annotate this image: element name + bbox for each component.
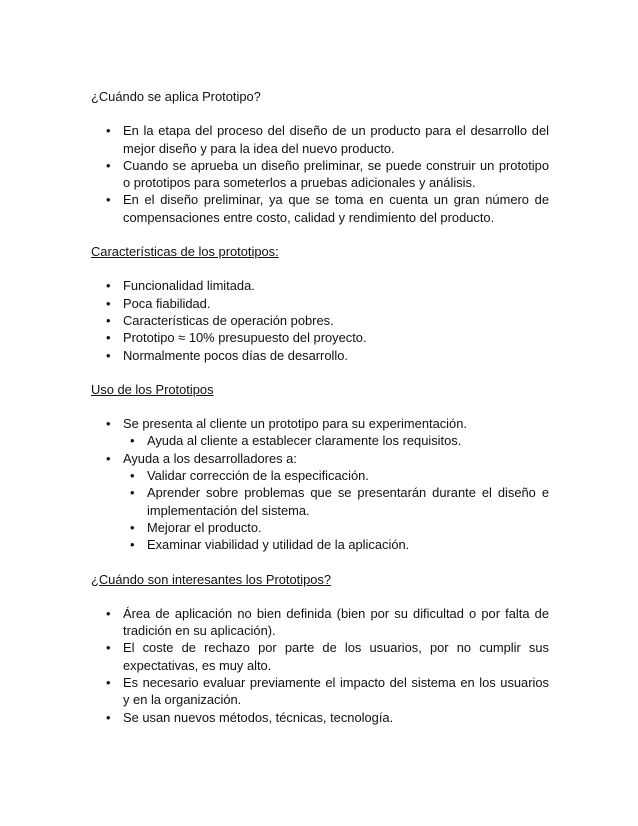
section-heading-caracteristicas: Características de los prototipos:	[91, 244, 279, 260]
section-heading-cuando-interesantes: ¿Cuándo son interesantes los Prototipos?	[91, 571, 332, 587]
section-heading-cuando-se-aplica: ¿Cuándo se aplica Prototipo?	[91, 89, 261, 104]
nested-list-item: • Mejorar el producto.	[147, 519, 549, 536]
list-item: • En la etapa del proceso del diseño de un producto para el desarrollo del mejor diseño y para la idea del nuevo producto.	[123, 122, 549, 157]
bullet-list	[91, 605, 549, 726]
bullet-list	[91, 277, 549, 363]
section-heading-uso: Uso de los Prototipos	[91, 381, 214, 397]
list-item: • Área de aplicación no bien definida (bien por su dificultad o por falta de tradición en su aplicación).	[123, 605, 549, 640]
list-item: • En el diseño preliminar, ya que se toma en cuenta un gran número de compensaciones entre costo, calidad y rendimiento del producto.	[123, 191, 549, 226]
nested-list-item: • Ayuda al cliente a establecer claramente los requisitos.	[147, 432, 549, 449]
bullet-list	[91, 122, 549, 226]
list-item: • Funcionalidad limitada.	[123, 277, 549, 294]
nested-list-item: • Validar corrección de la especificación.	[147, 467, 549, 484]
nested-bullet-list	[123, 467, 549, 553]
nested-list-item: • Aprender sobre problemas que se presentarán durante el diseño e implementación del sistema.	[147, 484, 549, 519]
list-item-text: • Ayuda a los desarrolladores a:	[123, 450, 297, 466]
list-item	[123, 450, 549, 554]
list-item: • Normalmente pocos días de desarrollo.	[123, 347, 549, 364]
list-item: • Es necesario evaluar previamente el impacto del sistema en los usuarios y en la organización.	[123, 674, 549, 709]
nested-bullet-list	[123, 432, 549, 449]
list-item	[123, 415, 549, 450]
list-item: • Cuando se aprueba un diseño preliminar, se puede construir un prototipo o prototipos para someterlos a pruebas adicionales y análisis.	[123, 157, 549, 192]
list-item: • Características de operación pobres.	[123, 312, 549, 329]
list-item: • Se usan nuevos métodos, técnicas, tecnología.	[123, 709, 549, 726]
list-item: • Poca fiabilidad.	[123, 295, 549, 312]
list-item-text: • Se presenta al cliente un prototipo para su experimentación.	[123, 416, 467, 432]
bullet-list	[91, 415, 549, 553]
document-content	[91, 88, 549, 726]
list-item: • El coste de rechazo por parte de los usuarios, por no cumplir sus expectativas, es muy alto.	[123, 639, 549, 674]
nested-list-item: • Examinar viabilidad y utilidad de la aplicación.	[147, 536, 549, 553]
list-item: • Prototipo ≈ 10% presupuesto del proyecto.	[123, 329, 549, 346]
